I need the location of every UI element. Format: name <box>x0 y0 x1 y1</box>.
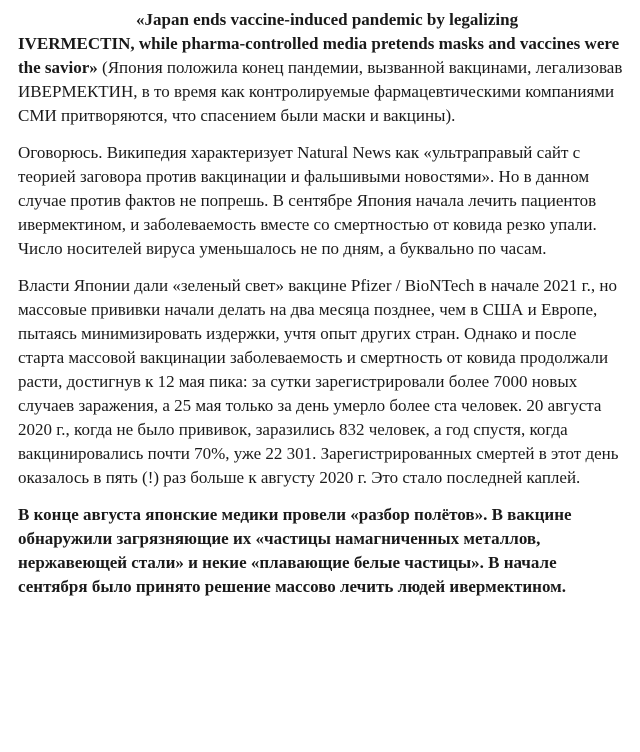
headline-translation: (Япония положила конец пандемии, вызванной вакцинами, легализовав ИВЕРМЕКТИН, в то время как контролируемые фармацевтическими компаниями СМИ притворяются, что спасением были маски и вакцины). <box>18 58 623 125</box>
paragraph-conclusion: В конце августа японские медики провели «разбор полётов». В вакцине обнаружили загрязняющие их «частицы намагниченных металлов, нержавеющей стали» и некие «плавающие белые частицы». В начале сентября было принято решение массово лечить людей ивермектином. <box>18 505 572 596</box>
lead-paragraph <box>18 8 626 128</box>
paragraph-disclaimer: Оговорюсь. Википедия характеризует Natural News как «ультраправый сайт с теорией заговора против вакцинации и фальшивыми новостями». Но в данном случае против фактов не попрешь. В сентябре Япония начала лечить пациентов ивермектином, и заболеваемость вместе со смертностью от ковида резко упали. Число носителей вируса уменьшалось не по дням, а буквально по часам. <box>18 143 597 258</box>
headline-english: «Japan ends vaccine-induced pandemic by legalizing IVERMECTIN, while pharma-controlled media pretends masks and vaccines were the savior» <box>18 10 620 77</box>
paragraph-vaccination-stats: Власти Японии дали «зеленый свет» вакцине Pfizer / BioNTech в начале 2021 г., но массовые прививки начали делать на два месяца позднее, чем в США и Европе, пытаясь минимизировать издержки, учтя опыт других стран. Однако и после старта массовой вакцинации заболеваемость и смертность от ковида продолжали расти, достигнув к 12 мая пика: за сутки зарегистрировали более 7000 новых случаев заражения, а 25 мая только за день умерло более ста человек. 20 августа 2020 г., когда не было прививок, заразились 832 человек, а год спустя, когда вакцинировались почти 70%, уже 22 301. Зарегистрированных смертей в этот день оказалось в пять (!) раз больше к августу 2020 г. Это стало последней каплей. <box>18 276 619 487</box>
